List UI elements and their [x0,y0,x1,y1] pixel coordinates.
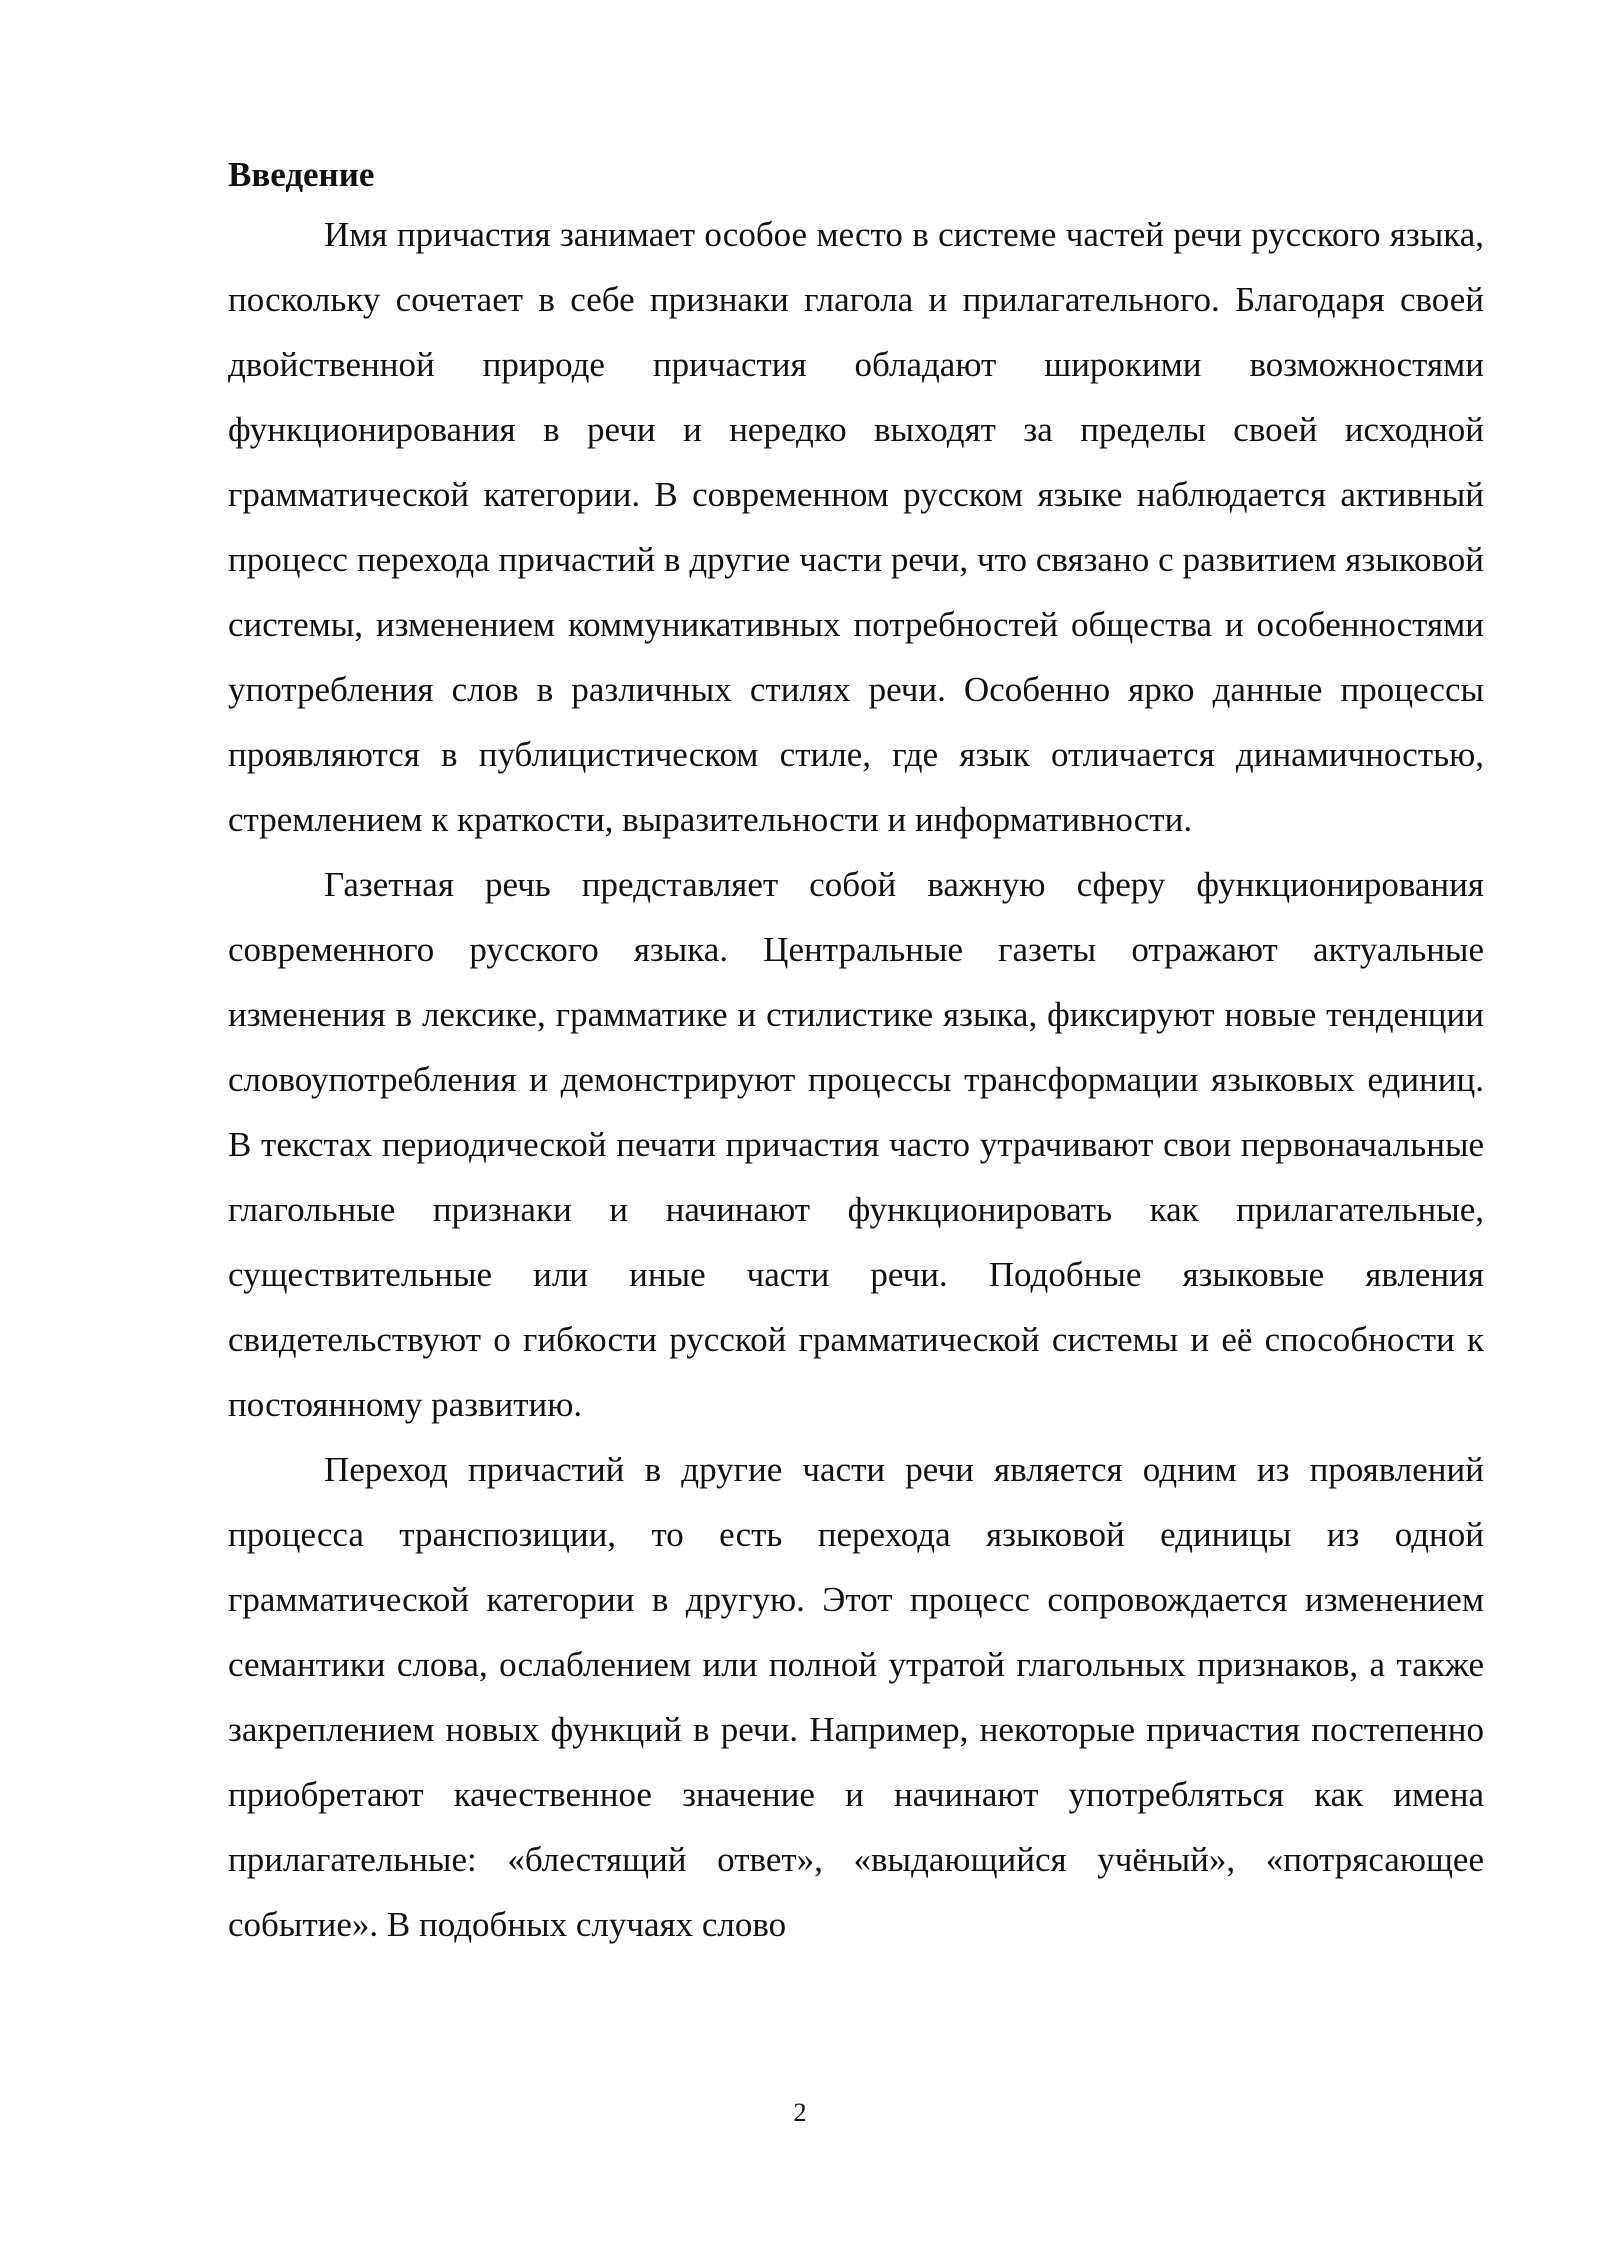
page-content [228,148,1484,1957]
paragraph-3: Переход причастий в другие части речи является одним из проявлений процесса транспозиции, то есть перехода языковой единицы из одной грамматической категории в другую. Этот процесс сопровождается изменением семантики слова, ослаблением или полной утратой глагольных признаков, а также закреплением новых функций в речи. Например, некоторые причастия постепенно приобретают качественное значение и начинают употребляться как имена прилагательные: «блестящий ответ», «выдающийся учёный», «потрясающее событие». В подобных случаях слово [228,1450,1484,1944]
page-number: 2 [793,2098,807,2127]
section-heading: Введение [228,155,375,194]
paragraph-2: Газетная речь представляет собой важную сферу функционирования современного русского языка. Центральные газеты отражают актуальные изменения в лексике, грамматике и стилистике языка, фиксируют новые тенденции словоупотребления и демонстрируют процессы трансформации языковых единиц. В текстах периодической печати причастия часто утрачивают свои первоначальные глагольные признаки и начинают функционировать как прилагательные, существительные или иные части речи. Подобные языковые явления свидетельствуют о гибкости русской грамматической системы и её способности к постоянному развитию. [228,865,1484,1424]
paragraph-1: Имя причастия занимает особое место в системе частей речи русского языка, поскольку сочетает в себе признаки глагола и прилагательного. Благодаря своей двойственной природе причастия обладают широкими возможностями функционирования в речи и нередко выходят за пределы своей исходной грамматической категории. В современном русском языке наблюдается активный процесс перехода причастий в другие части речи, что связано с развитием языковой системы, изменением коммуникативных потребностей общества и особенностями употребления слов в различных стилях речи. Особенно ярко данные процессы проявляются в публицистическом стиле, где язык отличается динамичностью, стремлением к краткости, выразительности и информативности. [228,215,1484,839]
